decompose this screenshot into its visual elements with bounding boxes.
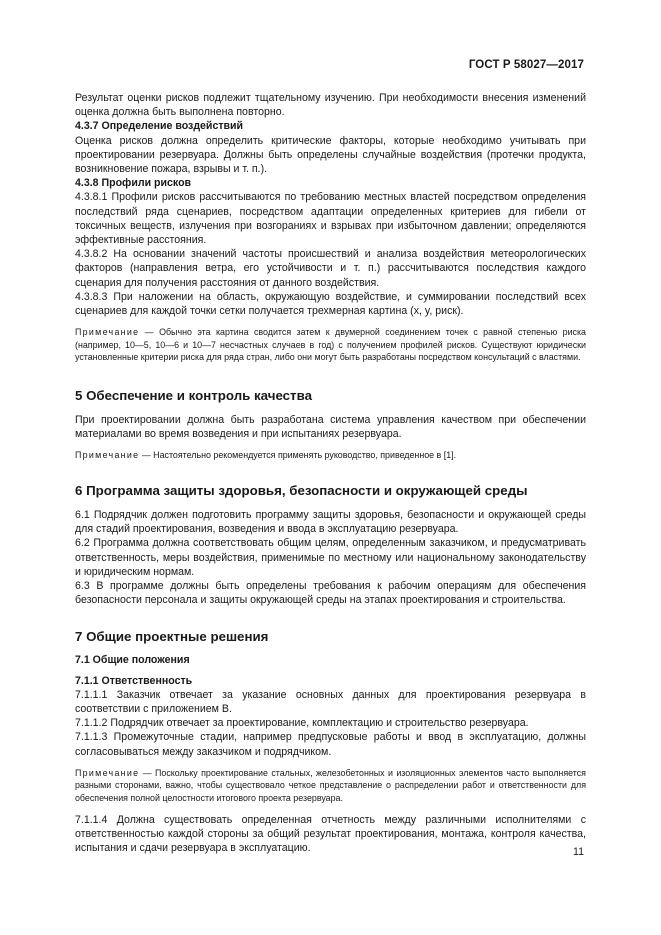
subsection-heading-7-1: 7.1 Общие положения <box>75 654 190 667</box>
note-label: Примечание <box>75 327 140 338</box>
section-heading-5: 5 Обеспечение и контроль качества <box>75 388 312 404</box>
paragraph: 4.3.8.3 При наложении на область, окружающую воздействие, и суммировании последствий всех сценариев для каждой точки сетки получается трехмерная картина (x, y, риск). <box>75 290 586 318</box>
paragraph: 7.1.1.4 Должна существовать определенная отчетность между различными исполнителями с ответственностью каждой стороны за общий результат проектирования, монтажа, контроля качества, испытания и сдачи резервуара в эксплуатацию. <box>75 813 586 855</box>
note-label: Примечание <box>75 767 140 778</box>
subsection-heading-4-3-8: 4.3.8 Профили рисков <box>75 177 192 190</box>
paragraph: 7.1.1.3 Промежуточные стадии, например предпусковые работы и ввод в эксплуатацию, должны согласовываться между заказчиком и подрядчиком. <box>75 731 586 758</box>
note-text: — Настоятельно рекомендуется применять руководство, приведенное в [1]. <box>139 450 457 461</box>
note-block <box>75 449 586 462</box>
paragraph: 6.1 Подрядчик должен подготовить программу защиты здоровья, безопасности и окружающей среды для стадий проектирования, возведения и ввода в эксплуатацию резервуара. <box>75 509 586 536</box>
paragraph: 7.1.1.1 Заказчик отвечает за указание основных данных для проектирования резервуара в соответствии с приложением В. <box>75 688 586 716</box>
paragraph: Результат оценки рисков подлежит тщательному изучению. При необходимости внесения изменений оценка должна быть выполнена повторно. <box>75 92 586 119</box>
subsection-heading-4-3-7: 4.3.7 Определение воздействий <box>75 120 244 133</box>
paragraph: Оценка рисков должна определить критические факторы, которые необходимо учитывать при проектировании резервуара. Должны быть определены случайные воздействия (протечки продукта, возникновение пожара, взрывы и т. п.). <box>75 134 586 176</box>
page-content <box>75 91 586 855</box>
paragraph: 6.2 Программа должна соответствовать общим целям, определенным заказчиком, и предусматривать ответственность, меры воздействия, применимые по местному или национальному законодательству и юридическим нормам. <box>75 537 586 578</box>
document-standard-id: ГОСТ Р 58027—2017 <box>468 59 584 71</box>
paragraph: 4.3.8.1 Профили рисков рассчитываются по требованию местных властей посредством определения последствий ряда сценариев, посредством адаптации определенных критериев для гибели от токсичных веществ, излучения при возгораниях и взрывах при избыточном давлении; определяются эффективные расстояния. <box>75 191 586 247</box>
note-label: Примечание <box>75 450 140 461</box>
subsection-heading-7-1-1: 7.1.1 Ответственность <box>75 674 193 687</box>
note-block <box>75 767 586 805</box>
paragraph: 6.3 В программе должны быть определены требования к рабочим операциям для обеспечения безопасности персонала и защиты окружающей среды на этапах проектирования и строительства. <box>75 580 586 607</box>
section-heading-7: 7 Общие проектные решения <box>75 629 269 645</box>
paragraph: 4.3.8.2 На основании значений частоты происшествий и анализа воздействия метеорологических факторов (направления ветра, его устойчивости и т. п.) рассчитываются последствия каждого сценария для получения расстояния от данного воздействия. <box>75 248 586 289</box>
page-number: 11 <box>573 846 584 858</box>
note-text: — Обычно эта картина сводится затем к двумерной соединением точек с равной степенью риска (например, 10—5, 10—6 и 10—7 несчастных случаев в год) с получением профилей рисков. Существуют юридически установленные критерии риска для ряда стран, либо они могут быть разработаны посредством консультаций с властями. <box>75 327 586 363</box>
paragraph: 7.1.1.2 Подрядчик отвечает за проектирование, комплектацию и строительство резервуара. <box>75 717 529 730</box>
note-block <box>75 326 586 364</box>
paragraph: При проектировании должна быть разработана система управления качеством при обеспечении материалами во время возведения и при испытаниях резервуара. <box>75 414 586 441</box>
note-text: — Поскольку проектирование стальных, железобетонных и изоляционных элементов часто выполняется разными сторонами, важно, чтобы существовало четкое представление о распределении работ и ответственности для обеспечения полной целостности итогового проекта резервуара. <box>75 767 586 804</box>
section-heading-6: 6 Программа защиты здоровья, безопасности и окружающей среды <box>75 483 528 499</box>
